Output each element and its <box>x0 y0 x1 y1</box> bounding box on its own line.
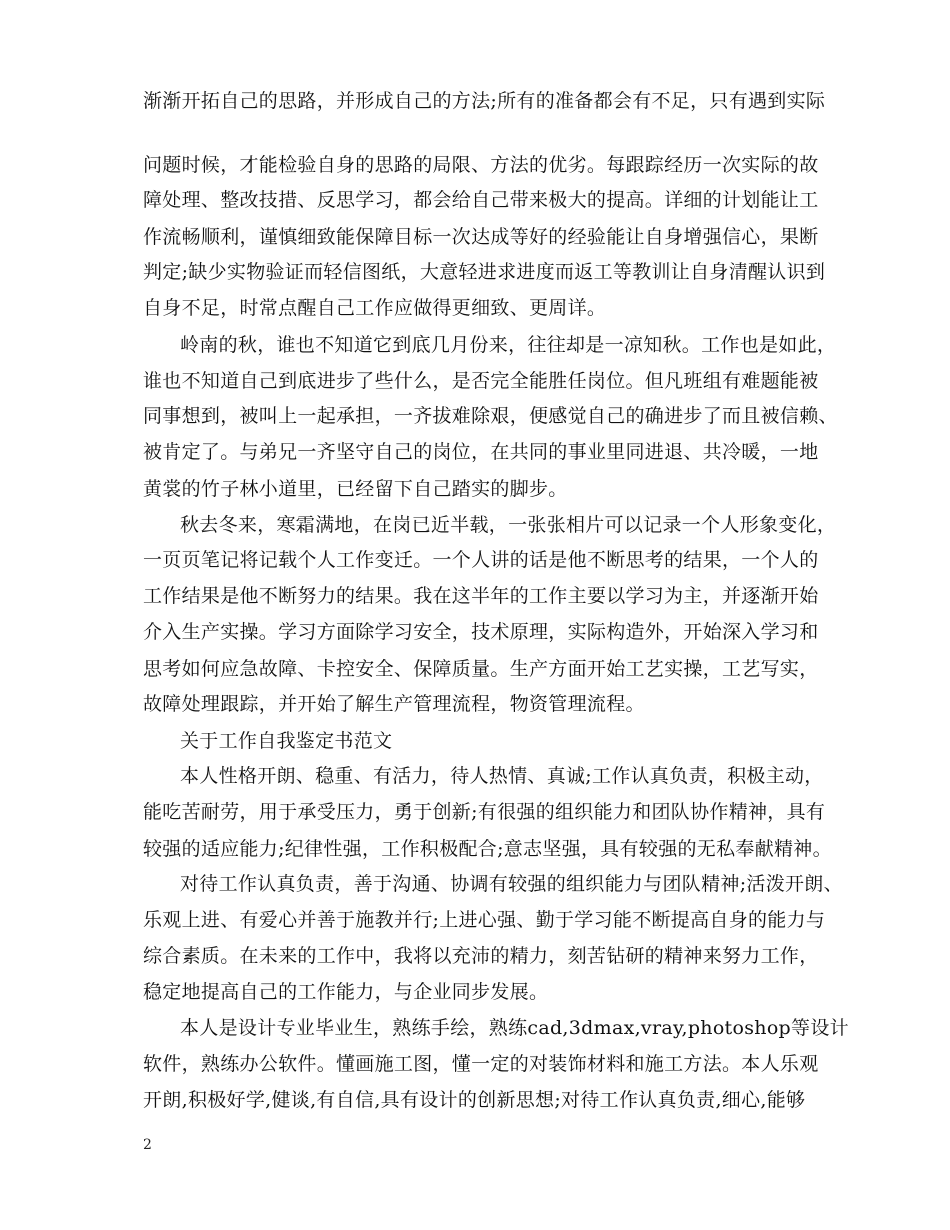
text-line: 问题时候，才能检验自身的思路的局限、方法的优劣。每跟踪经历一次实际的故 <box>143 154 819 176</box>
text-line: 综合素质。在未来的工作中，我将以充沛的精力，刻苦钻研的精神来努力工作， <box>143 945 819 967</box>
text-line: 介入生产实操。学习方面除学习安全，技术原理，实际构造外，开始深入学习和 <box>143 621 819 643</box>
text-line: 被肯定了。与弟兄一齐坚守自己的岗位，在共同的事业里同进退、共冷暖，一地 <box>143 441 819 463</box>
text-line: 判定;缺少实物验证而轻信图纸，大意轻进求进度而返工等教训让自身清醒认识到 <box>143 261 826 283</box>
text-line: 稳定地提高自己的工作能力，与企业同步发展。 <box>143 981 549 1003</box>
text-line: 能吃苦耐劳，用于承受压力，勇于创新;有很强的组织能力和团队协作精神，具有 <box>143 801 826 823</box>
text-line: 软件，熟练办公软件。懂画施工图，懂一定的对装饰材料和施工方法。本人乐观 <box>143 1053 819 1075</box>
text-line: 开朗,积极好学,健谈,有自信,具有设计的创新思想;对待工作认真负责,细心,能够 <box>143 1089 806 1111</box>
text-line: 黄裳的竹子林小道里，已经留下自己踏实的脚步。 <box>143 478 568 500</box>
text-line: 乐观上进、有爱心并善于施教并行;上进心强、勤于学习能不断提高自身的能力与 <box>143 909 826 931</box>
text-line: 障处理、整改技措、反思学习，都会给自己带来极大的提高。详细的计划能让工 <box>143 189 819 211</box>
text-line: 作流畅顺利，谨慎细致能保障目标一次达成等好的经验能让自身增强信心，果断 <box>143 226 819 248</box>
paragraph-first-line: 对待工作认真负责，善于沟通、协调有较强的组织能力与团队精神;活泼开朗、 <box>180 873 843 895</box>
text-line: 自身不足，时常点醒自己工作应做得更细致、更周详。 <box>143 297 607 319</box>
text-line: 谁也不知道自己到底进步了些什么，是否完全能胜任岗位。但凡班组有难题能被 <box>143 370 819 392</box>
section-heading: 关于工作自我鉴定书范文 <box>180 730 393 752</box>
text-line: 较强的适应能力;纪律性强，工作积极配合;意志坚强，具有较强的无私奉献精神。 <box>143 838 832 860</box>
paragraph-first-line: 本人是设计专业毕业生，熟练手绘，熟练cad,3dmax,vray,photoshop等设计 <box>180 1017 849 1039</box>
text-line: 工作结果是他不断努力的结果。我在这半年的工作主要以学习为主，并逐渐开始 <box>143 585 819 607</box>
paragraph-first-line: 秋去冬来，寒霜满地，在岗已近半载，一张张相片可以记录一个人形象变化， <box>180 514 837 536</box>
paragraph-first-line: 岭南的秋，谁也不知道它到底几月份来，往往却是一凉知秋。工作也是如此， <box>180 334 837 356</box>
text-line: 一页页笔记将记载个人工作变迁。一个人讲的话是他不断思考的结果，一个人的 <box>143 549 819 571</box>
text-line: 同事想到，被叫上一起承担，一齐拔难除艰，便感觉自己的确进步了而且被信赖、 <box>143 405 838 427</box>
page-number: 2 <box>143 1137 152 1153</box>
paragraph-first-line: 本人性格开朗、稳重、有活力，待人热情、真诚;工作认真负责，积极主动， <box>180 765 824 787</box>
text-line: 故障处理跟踪，并开始了解生产管理流程，物资管理流程。 <box>143 693 645 715</box>
text-line: 渐渐开拓自己的思路，并形成自己的方法;所有的准备都会有不足，只有遇到实际 <box>143 90 826 112</box>
text-line: 思考如何应急故障、卡控安全、保障质量。生产方面开始工艺实操，工艺写实， <box>143 658 819 680</box>
